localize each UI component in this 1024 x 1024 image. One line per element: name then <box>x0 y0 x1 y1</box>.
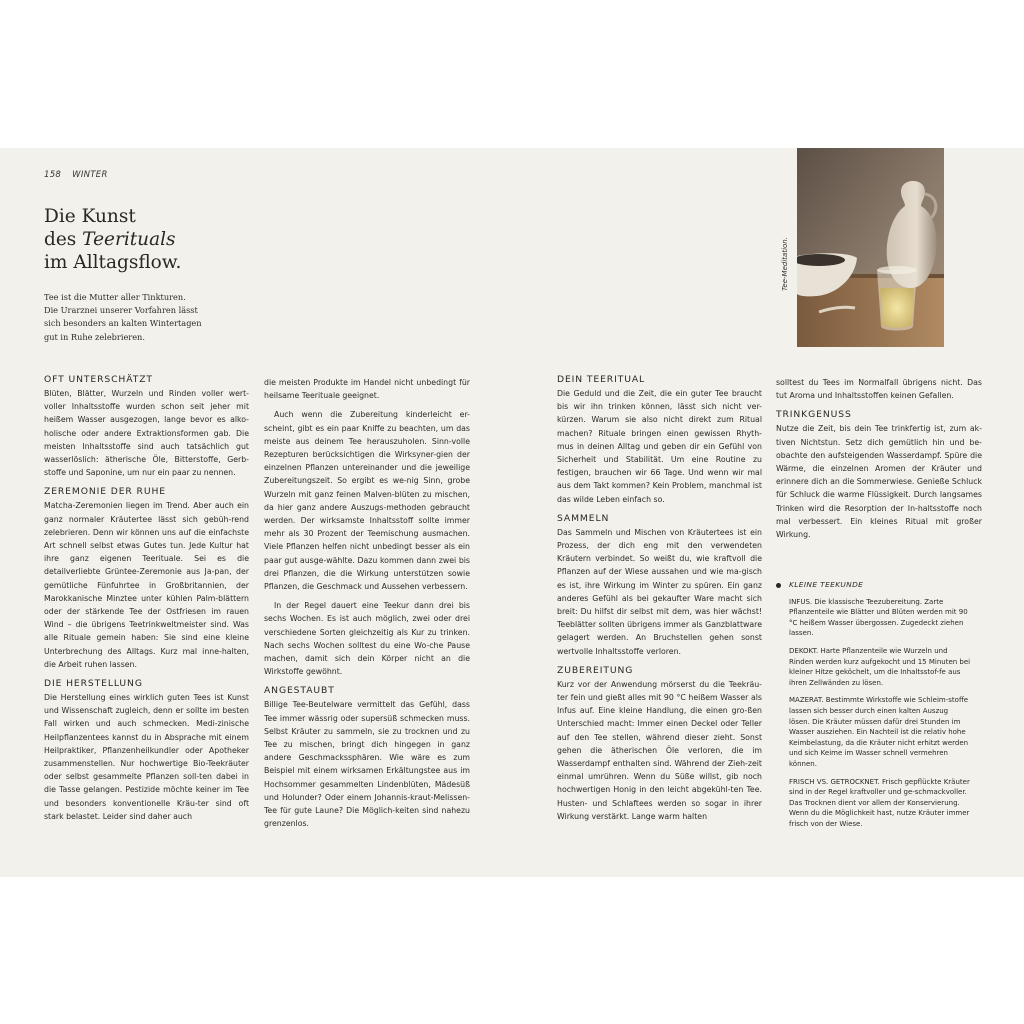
body-trinkgenuss: Nutze die Zeit, bis dein Tee trinkfertig ist, zum ak-tiven Nichtstun. Setz dich gemütlich hin und be-obachte den aufsteigenden Wasserdampf. Spüre die Wärme, die einzelnen Aromen der Kräuter und erinnere dich an die Sommerwiese. Genieße Schluck für Schluck die warme Flüssigkeit. Durch langsames Trinken wird die Resorption der In-haltsstoffe noch mal verbessert. Ein kleines Ritual mit großer Wirkung. <box>776 424 982 540</box>
body-sammeln: Das Sammeln und Mischen von Kräutertees ist ein Prozess, der dich eng mit den verwendeten Kräutern verbindet. So weißt du, wie kraftvoll die Pflanzen auf der Wiese aussahen und wie ma-gisch es ist, ihre Wirkung im Winter zu spüren. Ein ganz anderes Gefühl als bei gekaufter Ware macht sich breit: Du hilfst dir selbst mit dem, was hier wächst! Teeblätter sollten übrigens immer als Ganzblattware gelagert werden. An Bruchstellen gehen sonst wertvolle Inhaltsstoffe verloren. <box>557 527 762 656</box>
page-number: 158 <box>44 170 62 180</box>
column-1 <box>44 373 249 829</box>
intro-line: Tee ist die Mutter aller Tinkturen. <box>44 292 186 302</box>
column-4 <box>776 376 982 547</box>
bullet-dot-icon <box>776 583 781 588</box>
heading-teeritual: DEIN TEERITUAL <box>557 374 646 385</box>
intro-line: gut in Ruhe zelebrieren. <box>44 331 145 342</box>
title-line-3: im Alltagsflow. <box>44 252 182 273</box>
teekunde-item: INFUS. Die klassische Teezubereitung. Zarte Pflanzenteile wie Blätter und Blüten werden mit 90 °C heißem Wasser übergossen. Zugedeckt ziehen lassen. <box>789 597 968 638</box>
page-title <box>44 205 181 274</box>
body-zeremonie: Matcha-Zeremonien liegen im Trend. Aber auch ein ganz normaler Kräutertee lässt sich gebüh-rend zelebrieren. Denn wir können uns auf die einfachste Art schnell selbst etwas Gutes tun. Jede Kultur hat ihre ganz eigenen Teerituale. Sei es die detailverliebte Grüntee-Zeremonie aus Ja-pan, der gemütliche Fünfuhrtee in Großbritannien, der Marokkanische Minztee unter kühlen Palm-blättern oder der stärkende Tee der Ostfriesen im rauen Wind – die übrigens Teetrinkweltmeister sind. Was alle Rituale gemein haben: Sie sind eine kleine Unterbrechung des Alltags. Kurz mal inne-halten, die Arbeit ruhen lassen. <box>44 501 249 669</box>
tea-photo <box>797 148 944 347</box>
photo-caption: Tee-Meditation. <box>781 237 789 291</box>
body-col4-p1: solltest du Tees im Normalfall übrigens nicht. Das tut Aroma und Inhaltsstoffen keinen Gefallen. <box>776 378 982 401</box>
title-line-2: des Teerituals <box>44 229 176 250</box>
intro-line: sich besonders an kalten Wintertagen <box>44 318 202 329</box>
heading-sammeln: SAMMELN <box>557 512 610 524</box>
page-folio <box>44 170 108 180</box>
intro-line: Die Urarznei unserer Vorfahren lässt <box>44 305 198 316</box>
body-oft-unterschaetzt: Blüten, Blätter, Wurzeln und Rinden voller wert-voller Inhaltsstoffe wurden schon seit jeher mit heißem Wasser ausgezogen, lange bevor es alko-holische oder andere Extraktionsformen gab. Die meisten Inhaltsstoffe sind auch tatsächlich gut wasserlöslich: ätherische Öle, Bitterstoffe, Gerb-stoffe und Saponine, um nur ein paar zu nennen. <box>44 389 249 478</box>
heading-oft-unterschaetzt: OFT UNTERSCHÄTZT <box>44 374 153 385</box>
teekunde-box <box>776 580 971 836</box>
body-herstellung: Die Herstellung eines wirklich guten Tees ist Kunst und Wissenschaft zugleich, denn er sollte im besten Fall wirken und auch schmecken. Medi-zinische Heilpflanzentees kannst du in Absprache mit einem Heilpraktiker, Pflanzenheilkundler oder Apotheker zusammenstellen. Nur hochwertige Bio-Teekräuter oder selbst gesammelte Pflanzen soll-ten dabei in die Tasse gelangen. Pestizide möchte keiner im Tee und besonders konventionelle Kräu-ter sind oft stark belastet. Leider sind daher auch <box>44 693 249 821</box>
teekunde-title: KLEINE TEEKUNDE <box>789 580 864 589</box>
heading-trinkgenuss: TRINKGENUSS <box>776 409 852 421</box>
title-line-1: Die Kunst <box>44 206 136 227</box>
heading-zeremonie: ZEREMONIE DER RUHE <box>44 486 166 498</box>
heading-zubereitung: ZUBEREITUNG <box>557 664 634 676</box>
body-teeritual: Die Geduld und die Zeit, die ein guter Tee braucht bis wir ihn trinken können, lässt sich nicht ver-kürzen. Warum sie also nicht direkt zum Ritual machen? Rituale bringen einen gewissen Rhyth-mus in deinen Alltag und geben dir ein Gefühl von Sicherheit und Stabilität. Um eine Routine zu festigen, brauchen wir 66 Tage. Und wenn wir mal aus dem Takt kommen? Kein Problem, manchmal ist das wilde Leben einfach so. <box>557 389 762 504</box>
heading-angestaubt: ANGESTAUBT <box>264 685 335 697</box>
body-zubereitung: Kurz vor der Anwendung mörserst du die Teekräu-ter fein und gießt alles mit 90 °C heißem Wasser als Infus auf. Eine kleine Handlung, die einen gro-ßen Unterschied macht: Immer einen Deckel oder Teller auf den Tee stellen, während dieser zieht. Sonst gehen die ätherischen Öle verloren, die im Wasserdampf enthalten sind. Während der Zieh-zeit einmal umrühren. Wenn du Süße willst, gib noch hochwertigen Honig in den leicht abgekühl-ten Tee. Husten- und Schlaftees werden so sogar in ihrer Wirkung verstärkt. Lange warm halten <box>557 679 762 821</box>
heading-herstellung: DIE HERSTELLUNG <box>44 678 143 690</box>
tea-photo-illustration <box>797 148 944 347</box>
body-col2-p1: die meisten Produkte im Handel nicht unbedingt für heilsame Teerituale geeignet. <box>264 378 470 401</box>
column-3 <box>557 373 762 829</box>
section-name: WINTER <box>72 170 108 180</box>
title-italic: Teerituals <box>82 229 176 250</box>
teekunde-title-row <box>776 580 971 591</box>
column-2 <box>264 376 470 837</box>
book-spread <box>0 148 1024 877</box>
teekunde-item: DEKOKT. Harte Pflanzenteile wie Wurzeln und Rinden werden kurz aufgekocht und 15 Minuten bei kleiner Hitze geköchelt, um die Inhaltsstof-fe aus ihren Zellwänden zu lösen. <box>789 646 971 687</box>
teekunde-item: FRISCH VS. GETROCKNET. Frisch gepflückte Kräuter sind in der Regel kraftvoller und ge-schmackvoller. Das Trocknen dient vor allem der Konservierung. Wenn du die Möglichkeit hast, nutze Kräuter immer frisch von der Wiese. <box>789 777 970 828</box>
teekunde-item: MAZERAT. Bestimmte Wirkstoffe wie Schleim-stoffe lassen sich besser durch einen kalten Auszug lösen. Die Kräuter müssen dafür drei Stunden im Wasser ausziehen. Ein Nachteil ist die relativ hohe Keimbelastung, da die Kräuter nicht erhitzt werden und sich Keime im Wasser schnell vermehren können. <box>789 696 969 768</box>
body-angestaubt: Billige Tee-Beutelware vermittelt das Gefühl, dass Tee immer wässrig oder supersüß schmecken muss. Selbst Kräuter zu sammeln, sie zu trocknen und zu Tee zu mischen, bringt dich hingegen in ganz andere Geschmackssphären. Wie wäre es zum Beispiel mit einem wirksamen Erkältungstee aus im Hochsommer gesammelten Lindenblüten, Mädesüß und Holunder? Oder einem Johannis-kraut-Melissen-Tee für gute Laune? Die Möglich-keiten sind nahezu grenzenlos. <box>264 700 470 829</box>
body-col2-p2: Auch wenn die Zubereitung kinderleicht er-scheint, gibt es ein paar Kniffe zu beachten, um das meiste aus deinem Tee herauszuholen. Sinn-volle Rezepturen berücksichtigen die Wirksyner-gien der einzelnen Pflanzen untereinander und die jeweilige Zubereitungszeit. So ergibt es we-nig Sinn, grobe Wurzeln mit ganz feinen Malven-blüten zu mischen, da hier ganz andere Auszugs-methoden gebraucht werden. Der wirksamste Inhaltsstoff sollte immer mehr als 30 Prozent der Teemischung ausmachen. Viele Pflanzen helfen nicht unbedingt besser als ein paar gut ausge-wählte. Dazu kommen dann zwei bis drei Pflanzen, die die Wirkung unterstützen sowie Pflanzen, die Geschmack und Aussehen verbessern. <box>264 410 470 592</box>
body-col2-p3: In der Regel dauert eine Teekur dann drei bis sechs Wochen. Es ist auch möglich, zwei oder drei verschiedene Sorten gleichzeitig als Kur zu trinken. Nach sechs Wochen solltest du eine Wo-che Pause machen, damit sich dein Körper nicht an die Wirkstoffe gewöhnt. <box>264 601 470 677</box>
intro-text <box>44 291 254 344</box>
